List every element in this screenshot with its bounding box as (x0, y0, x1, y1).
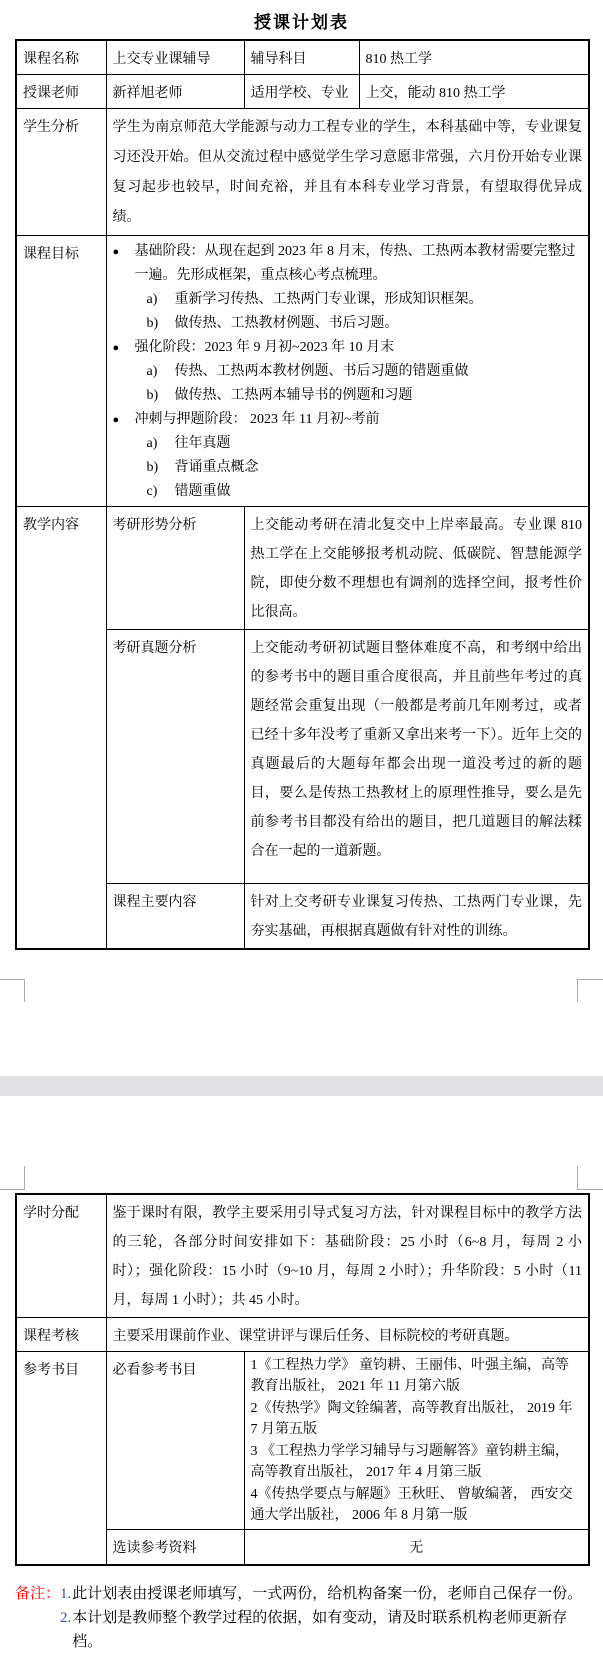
page-break-gap (0, 950, 603, 1193)
goal-subitem (113, 384, 583, 408)
label-assessment: 课程考核 (16, 1317, 106, 1351)
goal-text: 做传热、工热两本辅导书的例题和习题 (174, 387, 413, 403)
goal-text: 强化阶段：2023 年 9 月初~2023 年 10 月末 (134, 339, 395, 355)
label-student-analysis: 学生分析 (16, 108, 106, 235)
content-optional-reading: 无 (244, 1529, 589, 1565)
content-assessment: 主要采用课前作业、课堂讲评与课后任务、目标院校的考研真题。 (106, 1317, 589, 1351)
content-main-content: 针对上交考研专业课复习传热、工热两门专业课，先夯实基础，再根据真题做有针对性的训练。 (244, 883, 589, 949)
list-marker: a) (146, 363, 158, 379)
label-reference-books: 参考书目 (16, 1351, 106, 1565)
content-book-list (244, 1351, 589, 1529)
list-marker: b) (146, 315, 159, 331)
row-hours (16, 1194, 589, 1318)
goal-subitem (113, 480, 583, 504)
label-course-goals: 课程目标 (16, 235, 106, 506)
book-item: 1《工程热力学》 童钧耕、王丽伟、叶强主编，高等教育出版社， 2021 年 11 月第六版 (250, 1357, 569, 1394)
label-teacher: 授课老师 (16, 74, 106, 108)
sublabel-main-content: 课程主要内容 (106, 883, 244, 949)
goal-subitem (113, 360, 583, 384)
footnotes (15, 1582, 590, 1654)
value-teacher: 新祥旭老师 (106, 74, 244, 108)
goal-text: 往年真题 (174, 435, 231, 451)
crop-mark-page2-top-left (0, 1189, 25, 1190)
row-assessment (16, 1317, 589, 1351)
goal-subitem (113, 432, 583, 456)
goal-text: 基础阶段：从现在起到 2023 年 8 月末，传热、工热两本教材需要完整过一遍。先形成框架，重点核心考点梳理。 (134, 243, 576, 283)
value-course-name: 上交专业课辅导 (106, 40, 244, 74)
goal-item (113, 408, 583, 432)
list-marker: a) (146, 435, 158, 451)
bullet-marker: ● (112, 245, 120, 258)
goal-item (113, 240, 583, 288)
label-school-major: 适用学校、专业 (244, 74, 359, 108)
row-student-analysis (16, 108, 589, 235)
goal-subitem (113, 456, 583, 480)
label-tutoring-subject: 辅导科目 (244, 40, 359, 74)
list-marker: b) (146, 387, 159, 403)
teaching-plan-table-page2 (15, 1193, 590, 1567)
notes-label: 备注： (15, 1586, 61, 1602)
crop-mark-page1-bottom-right (577, 979, 578, 1002)
note-text: 本计划是教师整个教学过程的依据，如有变动，请及时联系机构老师更新存档。 (72, 1610, 568, 1650)
note-item (60, 1606, 590, 1654)
sublabel-optional-reading: 选读参考资料 (106, 1529, 244, 1565)
sublabel-must-read: 必看参考书目 (106, 1351, 244, 1529)
book-item: 3 《工程热力学学习辅导与习题解答》童钧耕主编，高等教育出版社， 2017 年 4 月第三版 (250, 1443, 569, 1480)
sublabel-exam-situation: 考研形势分析 (106, 506, 244, 629)
crop-mark-page1-bottom-right (577, 979, 603, 980)
bullet-marker: ● (112, 413, 120, 426)
list-marker: a) (146, 291, 158, 307)
goal-text: 错题重做 (174, 483, 231, 499)
label-teaching-content: 教学内容 (16, 506, 106, 949)
goal-subitem (113, 312, 583, 336)
crop-mark-page2-top-right (577, 1166, 578, 1190)
page-title: 授课计划表 (254, 13, 349, 32)
list-marker: c) (146, 483, 158, 499)
value-school-major: 上交，能动 810 热工学 (359, 74, 589, 108)
crop-mark-page1-bottom-left (0, 979, 25, 980)
content-exam-situation: 上交能动考研在清北复交中上岸率最高。专业课 810 热工学在上交能够报考机动院、低碳院、智慧能源学院，即使分数不理想也有调剂的选择空间，报考性价比很高。 (244, 506, 589, 629)
value-tutoring-subject: 810 热工学 (359, 40, 589, 74)
book-item: 2《传热学》陶文铨编著，高等教育出版社， 2019 年 7 月第五版 (250, 1400, 573, 1437)
goal-item (113, 336, 583, 360)
crop-mark-page2-top-right (577, 1189, 603, 1190)
book-item: 4《传热学要点与解题》王秋旺、 曾敏编著， 西安交通大学出版社， 2006 年 8 月第一版 (250, 1486, 573, 1523)
row-course-name (16, 40, 589, 74)
content-student-analysis: 学生为南京师范大学能源与动力工程专业的学生，本科基础中等，专业课复习还没开始。但从交流过程中感觉学生学习意愿非常强，六月份开始专业课复习起步也较早，时间充裕，并且有本科专业学习背景，有望取得优异成绩。 (106, 108, 589, 235)
crop-mark-page1-bottom-left (24, 979, 25, 1002)
content-course-goals (106, 235, 589, 506)
sublabel-past-papers: 考研真题分析 (106, 629, 244, 883)
list-marker: b) (146, 459, 159, 475)
goal-text: 重新学习传热、工热两门专业课，形成知识框架。 (174, 291, 483, 307)
note-number: 1. (60, 1586, 72, 1602)
notes-list (60, 1582, 590, 1654)
row-course-goals (16, 235, 589, 506)
goal-text: 传热、工热两本教材例题、书后习题的错题重做 (174, 363, 469, 379)
label-hours: 学时分配 (16, 1194, 106, 1318)
content-past-papers: 上交能动考研初试题目整体难度不高，和考纲中给出的参考书中的题目重合度很高，并且前些年考过的真题经常会重复出现（一般都是考前几年刚考过，或者已经十多年没考了重新又拿出来考一下）。近年上交的真题最后的大题每年都会出现一道没考过的新的题目，要么是传热工热教材上的原理性推导，要么是先前参考书目都没有给出的题目，把几道题目的解法糅合在一起的一道新题。 (244, 629, 589, 883)
bullet-marker: ● (112, 341, 120, 354)
note-text: 此计划表由授课老师填写，一式两份，给机构备案一份，老师自己保存一份。 (72, 1586, 583, 1602)
row-teacher (16, 74, 589, 108)
content-hours: 鉴于课时有限，教学主要采用引导式复习方法，针对课程目标中的教学方法的三轮，各部分时间安排如下：基础阶段：25 小时（6~8 月，每周 2 小时）；强化阶段：15 小时（9~10 月，每周 2 小时）；升华阶段：5 小时（11 月，每周 1 小时）；共 45 小时。 (106, 1194, 589, 1318)
note-item (60, 1582, 590, 1606)
goal-text: 背诵重点概念 (174, 459, 259, 475)
page-separator-band (0, 1076, 603, 1096)
goal-text: 做传热、工热教材例题、书后习题。 (174, 315, 399, 331)
note-number: 2. (60, 1610, 72, 1626)
row-exam-situation (16, 506, 589, 629)
goal-text: 冲刺与押题阶段： 2023 年 11 月初~考前 (134, 411, 380, 427)
goal-subitem (113, 288, 583, 312)
row-must-read-books (16, 1351, 589, 1529)
label-course-name: 课程名称 (16, 40, 106, 74)
crop-mark-page2-top-left (24, 1166, 25, 1190)
teaching-plan-table-page1 (15, 39, 590, 950)
